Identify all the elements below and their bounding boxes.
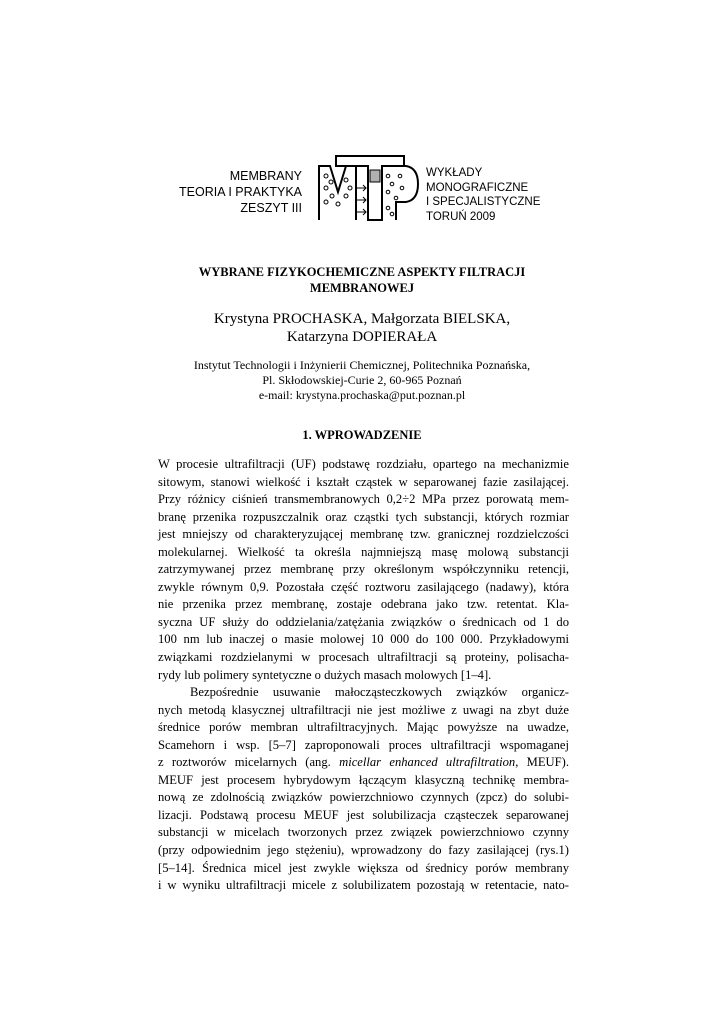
series-line: WYKŁADY: [426, 167, 483, 179]
text-line: MEUF jest procesem hybrydowym łączącym klasyczną technikę membra-: [158, 772, 569, 787]
series-line: TEORIA I PRAKTYKA: [179, 185, 302, 199]
text-line: nie przenika przez membranę, zostaje odebrana jako tzw. retentat. Kla-: [158, 597, 569, 612]
text-line: Bezpośrednie usuwanie małocząsteczkowych związków organicz-: [190, 685, 569, 700]
text-line: W procesie ultrafiltracji (UF) podstawę rozdziału, opartego na mechanizmie: [158, 457, 569, 471]
italic-term: micellar enhanced ultrafiltration: [339, 755, 516, 770]
lecture-series-info: [426, 166, 586, 224]
text-fragment: , MEUF).: [515, 755, 569, 770]
mtp-logo-icon: [316, 154, 420, 224]
affiliation-line: Instytut Technologii i Inżynierii Chemicznej, Politechnika Poznańska,: [193, 358, 531, 372]
article-title: [150, 264, 574, 296]
body-text: [158, 456, 569, 895]
text-line: [5–14]. Średnica micel jest zwykle większa od średnicy porów membrany: [158, 860, 569, 875]
text-line: 100 nm lub inaczej o masie molowej 10 000 do 100 000. Przykładowymi: [158, 632, 569, 647]
text-fragment: z roztworów micelarnych (ang.: [158, 755, 340, 770]
paragraph-2: [158, 684, 569, 895]
series-line: I SPECJALISTYCZNE: [426, 196, 541, 208]
text-line: lizacji. Podstawą procesu MEUF jest solubilizacja cząsteczek separowanej: [158, 807, 569, 822]
paragraph-1: [158, 456, 569, 684]
text-line: (przy odpowiednim jego stężeniu), wprowadzony do fazy zasilającej (rys.1): [158, 843, 569, 858]
text-line: Przy różnicy ciśnień transmembranowych 0,2÷2 MPa przez porowatą mem-: [158, 492, 569, 507]
series-line: ZESZYT III: [240, 201, 302, 215]
text-line: Scamehorn i wsp. [5–7] zaproponowali proces ultrafiltracji wspomaganej: [158, 737, 569, 752]
affiliation-line: Pl. Skłodowskiej-Curie 2, 60-965 Poznań: [262, 373, 462, 387]
text-line: zatrzymywanej przez membranę przy określonym współczynniku retencji,: [158, 562, 569, 577]
series-line: MEMBRANY: [229, 169, 302, 183]
email-line: e-mail: krystyna.prochaska@put.poznan.pl: [258, 388, 466, 402]
authors: [150, 310, 574, 346]
text-line: nych metodą klasycznej ultrafiltracji nie jest możliwe z uwagi na zbyt duże: [158, 702, 569, 717]
series-line: TORUŃ 2009: [426, 210, 496, 223]
text-line: syczna UF służy do oddzielania/zatężania związków o średnicach od 1 do: [158, 614, 569, 629]
text-line: substancji w micelach tworzonych przez związek powierzchniowo czynny: [158, 825, 569, 840]
text-line: molekularnej. Wielkość ta określa najmniejszą masę molową substancji: [158, 544, 569, 559]
text-line: sitowym, stanowi wielkość i kształt cząstek w separowanej fazie zasilającej.: [158, 474, 569, 489]
text-line: jest mniejszy od charakteryzującej membranę tzw. granicznej rozdzielczości: [158, 527, 569, 542]
text-line: średnice porów membran ultrafiltracyjnych. Mając powyższe na uwadze,: [158, 720, 569, 735]
authors-line: Katarzyna DOPIERAŁA: [286, 329, 438, 345]
section-heading: 1. WPROWADZENIE: [302, 428, 422, 442]
text-line: i w wyniku ultrafiltracji micele z solubilizatem pozostają w retentacie, nato-: [158, 878, 569, 893]
text-line: branę przenika rozpuszczalnik oraz cząstki tych substancji, których rozmiar: [158, 509, 569, 524]
series-info: [150, 168, 302, 216]
series-line: MONOGRAFICZNE: [426, 181, 529, 194]
text-line: zwykle równym 0,9. Pozostała część roztworu zasilającego (nadawy), która: [158, 579, 569, 594]
text-line-with-italic: [158, 754, 569, 772]
text-line: nową ze zdolnością związków powierzchniowo czynnych (zpcz) do solubi-: [158, 790, 569, 805]
title-line: WYBRANE FIZYKOCHEMICZNE ASPEKTY FILTRACJI: [198, 265, 526, 279]
text-line: rydy lub polimery syntetyczne o dużych masach molowych [1–4].: [158, 667, 492, 682]
authors-line: Krystyna PROCHASKA, Małgorzata BIELSKA,: [213, 311, 511, 327]
title-line: MEMBRANOWEJ: [309, 281, 415, 295]
affiliation: [150, 358, 574, 403]
text-line: związkami rozdzielanymi w procesach ultrafiltracji są proteiny, polisacha-: [158, 650, 569, 665]
